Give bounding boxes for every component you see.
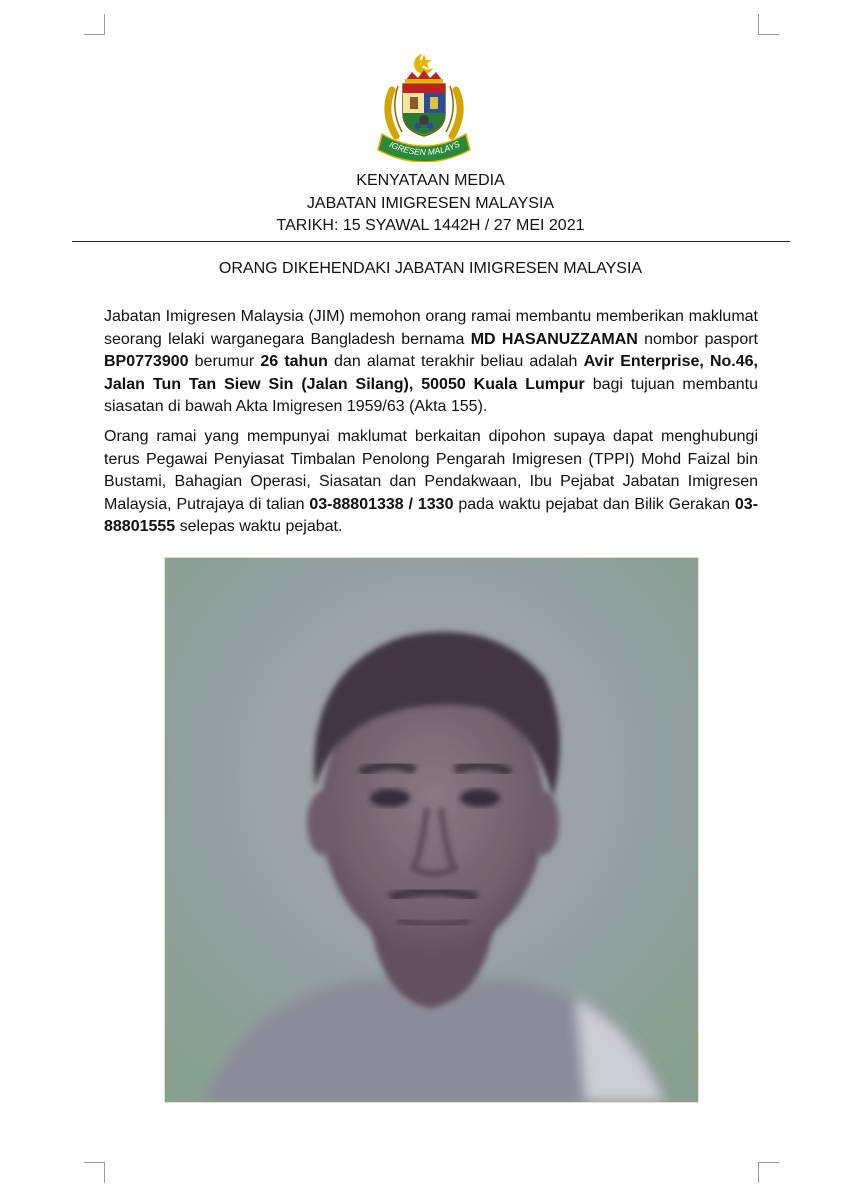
p1-text-5: bagi tujuan membantu siasatan di bawah Akta Imigresen 1959/63 (Akta 155). <box>104 375 759 415</box>
header-divider <box>72 241 790 242</box>
crop-mark-top-right <box>758 14 779 35</box>
imigresen-crest-logo <box>372 50 476 162</box>
paragraph-1 <box>104 306 758 419</box>
crop-mark-top-left <box>84 14 105 35</box>
last-address: Avir Enterprise, No.46, Jalan Tun Tan Siew Sin (Jalan Silang), 50050 Kuala Lumpur <box>104 353 758 393</box>
notice-title: ORANG DIKEHENDAKI JABATAN IMIGRESEN MALAYSIA <box>218 260 643 277</box>
after-hours-phone: 03-88801555 <box>104 495 759 535</box>
wanted-person-photo <box>164 557 699 1103</box>
wanted-person-name: MD HASANUZZAMAN <box>470 330 638 348</box>
press-release-header <box>0 170 861 238</box>
crop-mark-bottom-left <box>84 1162 105 1183</box>
p1-text-3: berumur <box>188 353 261 370</box>
p1-text-2: nombor pasport <box>637 330 758 348</box>
office-phone: 03-88801338 / 1330 <box>309 495 454 513</box>
p2-text-3: selepas waktu pejabat. <box>175 518 343 535</box>
logo-ribbon-text: IGRESEN MALAYS <box>387 138 462 158</box>
p1-text-1: Jabatan Imigresen Malaysia (JIM) memohon orang ramai membantu memberikan maklumat seorang lelaki warganegara Bangladesh bernama <box>104 308 758 348</box>
p2-text-2: pada waktu pejabat dan Bilik Gerakan <box>453 495 735 513</box>
paragraph-2 <box>104 426 758 539</box>
passport-number: BP0773900 <box>104 353 189 370</box>
age: 26 tahun <box>260 353 328 370</box>
p1-text-4: dan alamat terakhir beliau adalah <box>327 353 584 370</box>
header-date: TARIKH: 15 SYAWAL 1442H / 27 MEI 2021 <box>276 217 585 234</box>
crop-mark-bottom-right <box>758 1162 779 1183</box>
header-line-2: JABATAN IMIGRESEN MALAYSIA <box>306 194 555 212</box>
p2-text-1: Orang ramai yang mempunyai maklumat berkaitan dipohon supaya dapat menghubungi terus Pegawai Penyiasat Timbalan Penolong Pengarah Imigresen (TPPI) Mohd Faizal bin Bustami, Bahagian Operasi, Siasatan dan Pendakwaan, Ibu Pejabat Jabatan Imigresen Malaysia, Putrajaya di talian <box>104 428 758 513</box>
header-line-1: KENYATAAN MEDIA <box>356 172 505 189</box>
